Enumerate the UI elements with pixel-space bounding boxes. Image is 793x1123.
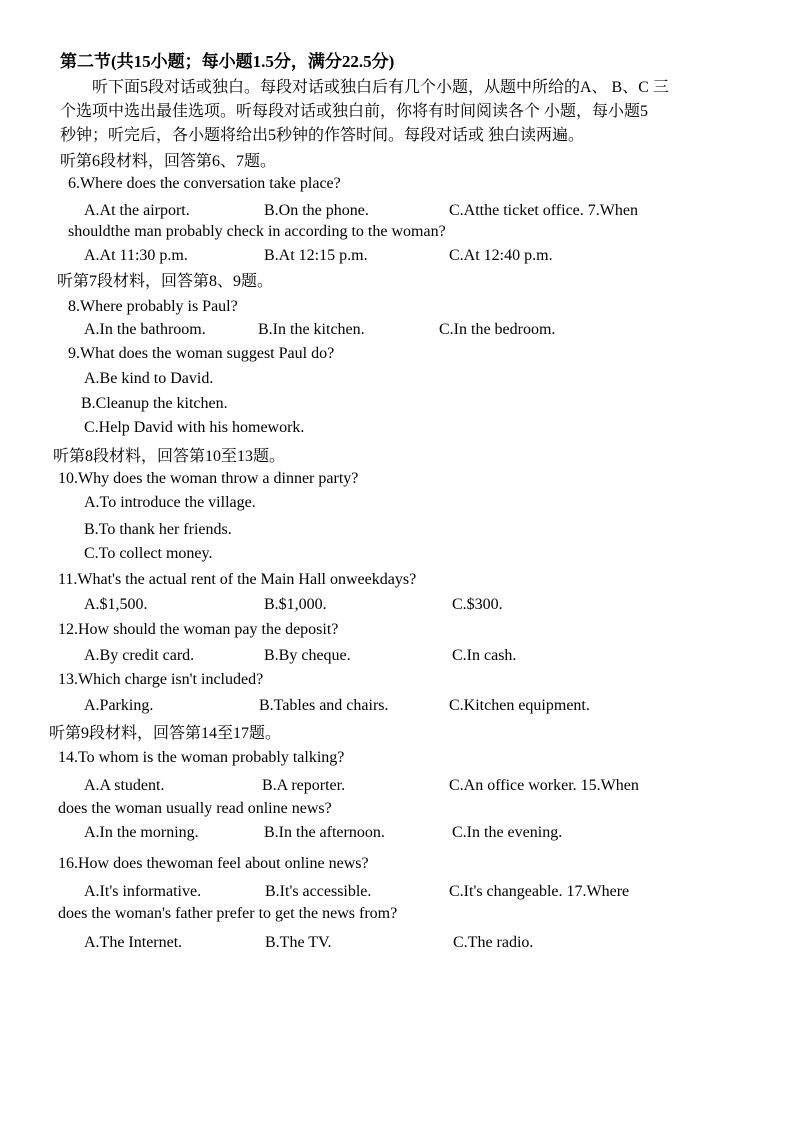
question-13: 13.Which charge isn't included? [58,671,264,688]
instruction-line: 秒钟；听完后，各小题将给出5秒钟的作答时间。每段对话或 独白读两遍。 [60,127,585,144]
option-15b: B.In the afternoon. [264,824,385,841]
question-8: 8.Where probably is Paul? [68,298,238,315]
option-12c: C.In cash. [452,647,517,664]
option-9b: B.Cleanup the kitchen. [81,395,228,412]
option-10c: C.To collect money. [84,545,213,562]
option-14b: B.A reporter. [262,777,346,794]
option-9c: C.Help David with his homework. [84,419,305,436]
option-11c: C.$300. [452,596,503,613]
option-14c: C.An office worker. 15.When [449,777,639,794]
option-11a: A.$1,500. [84,596,148,613]
option-10b: B.To thank her friends. [84,521,232,538]
option-7c: C.At 12:40 p.m. [449,247,553,264]
option-13a: A.Parking. [84,697,154,714]
option-13c: C.Kitchen equipment. [449,697,590,714]
option-16a: A.It's informative. [84,883,202,900]
option-11b: B.$1,000. [264,596,327,613]
section-heading-6: 听第6段材料，回答第6、7题。 [60,153,277,170]
option-6c: C.Atthe ticket office. 7.When [449,202,638,219]
question-17: does the woman's father prefer to get the news from? [58,905,398,922]
section-heading-8: 听第8段材料，回答第10至13题。 [53,448,286,465]
option-16b: B.It's accessible. [265,883,372,900]
option-6b: B.On the phone. [264,202,369,219]
question-10: 10.Why does the woman throw a dinner party? [58,470,359,487]
section-heading-7: 听第7段材料，回答第8、9题。 [57,273,274,290]
section-title: 第二节(共15小题；每小题1.5分，满分22.5分) [60,52,395,71]
option-9a: A.Be kind to David. [84,370,214,387]
question-12: 12.How should the woman pay the deposit? [58,621,339,638]
option-14a: A.A student. [84,777,165,794]
option-10a: A.To introduce the village. [84,494,256,511]
question-14: 14.To whom is the woman probably talking? [58,749,345,766]
option-15a: A.In the morning. [84,824,199,841]
option-8b: B.In the kitchen. [258,321,365,338]
question-11: 11.What's the actual rent of the Main Hall onweekdays? [58,571,417,588]
section-heading-9: 听第9段材料，回答第14至17题。 [49,725,282,742]
option-15c: C.In the evening. [452,824,563,841]
option-16c: C.It's changeable. 17.Where [449,883,630,900]
option-12a: A.By credit card. [84,647,195,664]
option-8a: A.In the bathroom. [84,321,206,338]
option-7a: A.At 11:30 p.m. [84,247,188,264]
option-8c: C.In the bedroom. [439,321,556,338]
instruction-line: 个选项中选出最佳选项。听每段对话或独白前，你将有时间阅读各个 小题，每小题5 [60,103,649,120]
question-7: shouldthe man probably check in according to the woman? [68,223,446,240]
option-12b: B.By cheque. [264,647,351,664]
option-17a: A.The Internet. [84,934,183,951]
question-15: does the woman usually read online news? [58,800,332,817]
question-16: 16.How does thewoman feel about online news? [58,855,369,872]
question-6: 6.Where does the conversation take place? [68,175,341,192]
instruction-line: 听下面5段对话或独白。每段对话或独白后有几个小题，从题中所给的A、 B、C 三 [92,79,669,96]
option-13b: B.Tables and chairs. [259,697,389,714]
option-6a: A.At the airport. [84,202,190,219]
option-17c: C.The radio. [453,934,534,951]
question-9: 9.What does the woman suggest Paul do? [68,345,335,362]
option-17b: B.The TV. [265,934,332,951]
option-7b: B.At 12:15 p.m. [264,247,368,264]
